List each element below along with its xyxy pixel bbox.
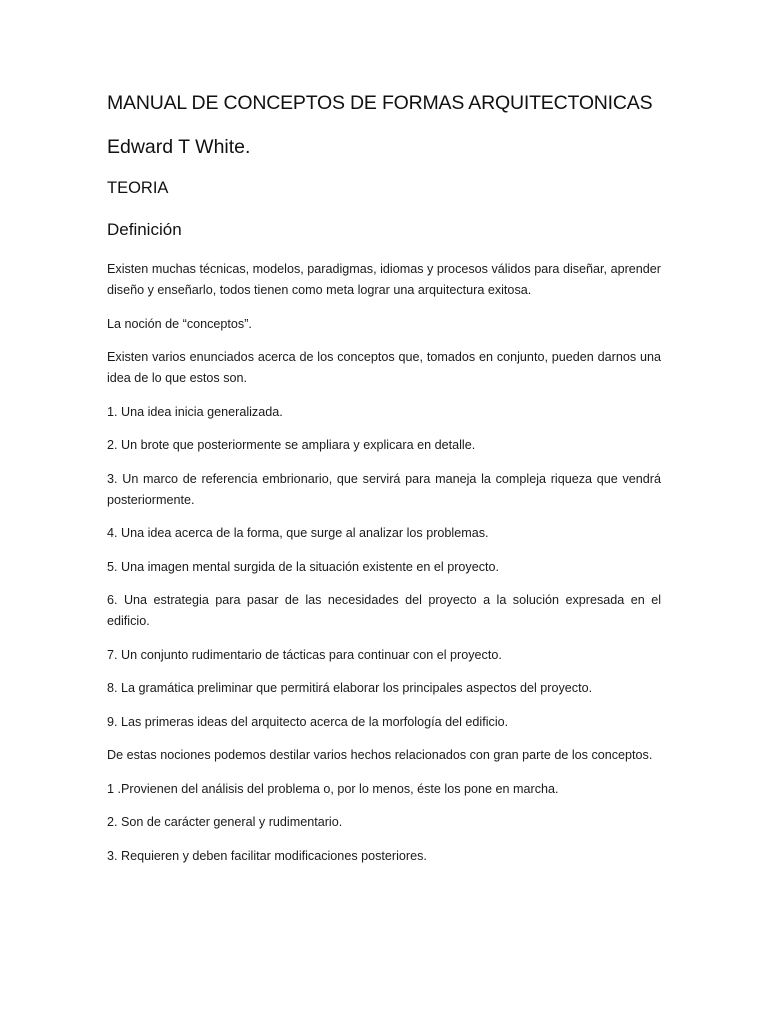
- list-item: 3. Un marco de referencia embrionario, que servirá para maneja la compleja riqueza que vendrá posteriormente.: [107, 471, 661, 507]
- list-item: 4. Una idea acerca de la forma, que surge al analizar los problemas.: [107, 526, 489, 540]
- section-heading: TEORIA: [107, 179, 169, 197]
- list-item: 1 .Provienen del análisis del problema o, por lo menos, éste los pone en marcha.: [107, 781, 559, 796]
- list-item: 8. La gramática preliminar que permitirá elaborar los principales aspectos del proyecto.: [107, 681, 593, 695]
- paragraph: Existen varios enunciados acerca de los conceptos que, tomados en conjunto, pueden darnos una idea de lo que estos son.: [107, 350, 661, 385]
- document-author: Edward T White.: [107, 136, 251, 158]
- paragraph: Existen muchas técnicas, modelos, paradigmas, idiomas y procesos válidos para diseñar, aprender diseño y enseñarlo, todos tienen como meta lograr una arquitectura exitosa.: [107, 262, 661, 297]
- list-item: 2. Un brote que posteriormente se ampliara y explicara en detalle.: [107, 438, 476, 452]
- list-item: 1. Una idea inicia generalizada.: [107, 404, 283, 419]
- document-page: [107, 0, 661, 1024]
- document-title: MANUAL DE CONCEPTOS DE FORMAS ARQUITECTONICAS: [107, 92, 653, 114]
- list-item: 7. Un conjunto rudimentario de tácticas para continuar con el proyecto.: [107, 647, 502, 662]
- list-item: 5. Una imagen mental surgida de la situación existente en el proyecto.: [107, 559, 500, 574]
- document-body: [107, 259, 661, 879]
- subsection-heading: Definición: [107, 220, 182, 239]
- paragraph: De estas nociones podemos destilar varios hechos relacionados con gran parte de los conceptos.: [107, 748, 653, 762]
- list-item: 3. Requieren y deben facilitar modificaciones posteriores.: [107, 848, 427, 863]
- list-item: 2. Son de carácter general y rudimentario.: [107, 815, 343, 829]
- paragraph: La noción de “conceptos”.: [107, 316, 252, 331]
- list-item: 6. Una estrategia para pasar de las necesidades del proyecto a la solución expresada en el edificio.: [107, 593, 661, 628]
- list-item: 9. Las primeras ideas del arquitecto acerca de la morfología del edificio.: [107, 714, 509, 729]
